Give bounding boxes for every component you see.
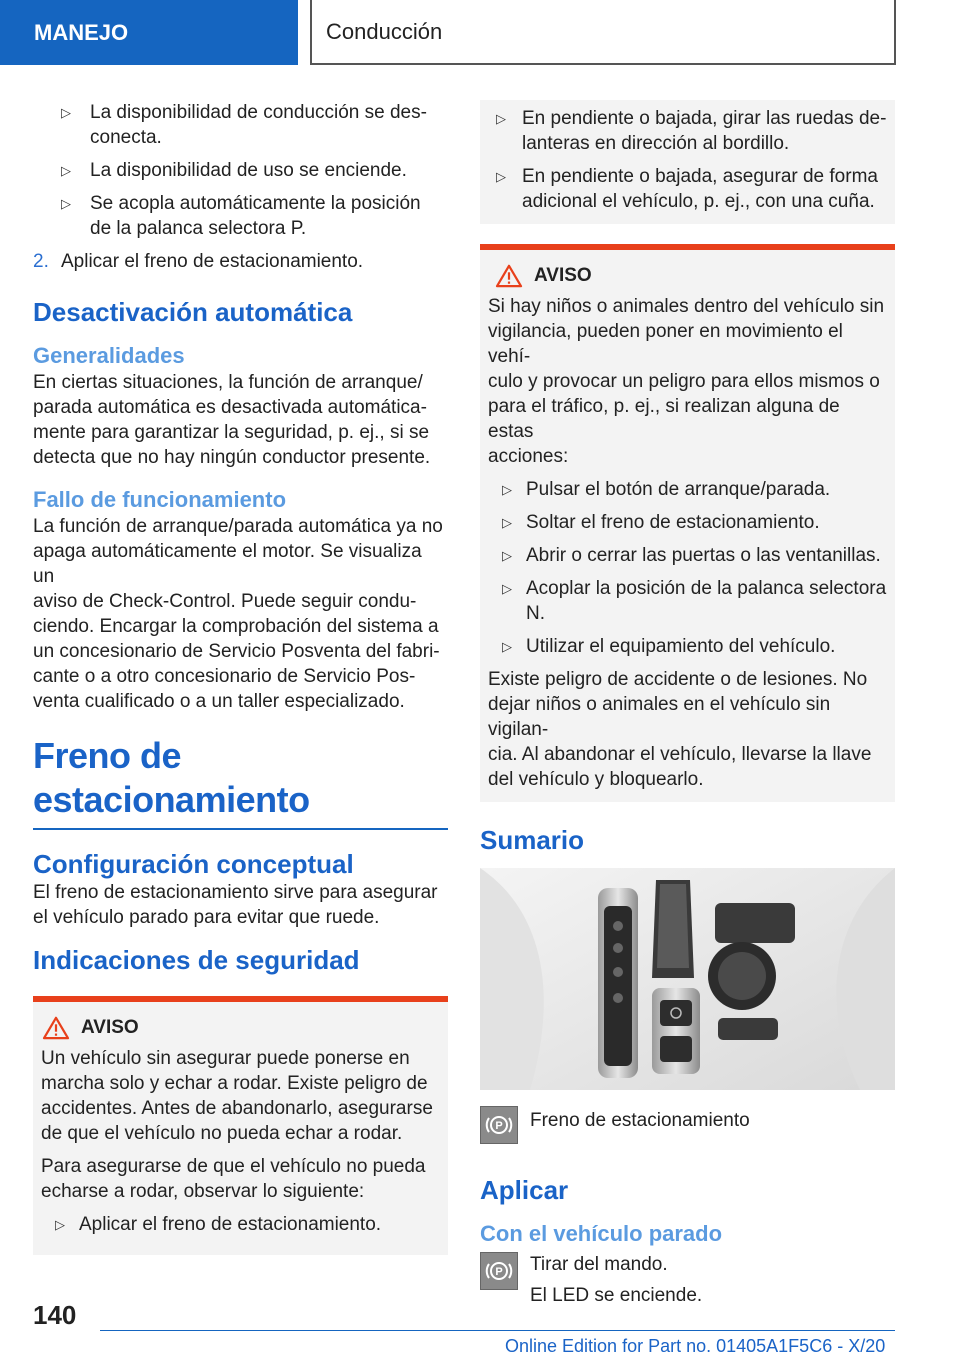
list-item-text: Soltar el freno de estacionamiento. <box>526 512 820 533</box>
warning-label: AVISO <box>81 1017 139 1038</box>
warning-header <box>41 1016 440 1040</box>
center-console-illustration <box>480 868 895 1090</box>
instruction-text <box>530 1252 702 1308</box>
warning-paragraph: Para asegurarse de que el vehículo no pueda echarse a rodar, observar lo siguiente: <box>41 1156 426 1202</box>
list-item-text: Aplicar el freno de estacionamiento. <box>79 1214 382 1235</box>
warning-header <box>494 264 887 288</box>
triangle-bullet-icon: ▷ <box>502 639 512 654</box>
list-item <box>33 158 448 183</box>
heading-configuracion: Configuración conceptual <box>33 849 354 879</box>
triangle-bullet-icon: ▷ <box>502 515 512 530</box>
generalidades-paragraph: En ciertas situaciones, la función de arranque/ parada automática es desactivada automática- mente para garantizar la seguridad, p. ej., si se detecta que no hay ningún conductor presente. <box>33 372 431 468</box>
triangle-bullet-icon: ▷ <box>61 163 71 178</box>
heading-freno: Freno de estacionamiento <box>33 735 310 820</box>
warning-triangle-icon <box>41 1016 71 1040</box>
warning-box <box>480 244 895 802</box>
heading-indicaciones: Indicaciones de seguridad <box>33 945 360 975</box>
left-column <box>33 100 448 1255</box>
list-item-text: Se acopla automáticamente la posición de la palanca selectora P. <box>90 193 421 239</box>
section-tab: MANEJO <box>0 0 298 65</box>
heading-fallo: Fallo de funcionamiento <box>33 487 287 512</box>
triangle-bullet-icon: ▷ <box>61 196 71 211</box>
list-item <box>33 100 448 150</box>
config-paragraph: El freno de estacionamiento sirve para asegurar el vehículo parado para evitar que ruede. <box>33 882 438 928</box>
center-console-photo <box>480 868 895 1090</box>
list-item-text: Utilizar el equipamiento del vehículo. <box>526 636 836 657</box>
triangle-bullet-icon: ▷ <box>55 1217 65 1232</box>
svg-text:P: P <box>495 1120 503 1132</box>
right-column <box>480 100 895 1308</box>
triangle-bullet-icon: ▷ <box>496 111 506 126</box>
instruction-line: Tirar del mando. <box>530 1254 668 1275</box>
list-item-text: La disponibilidad de uso se enciende. <box>90 160 407 181</box>
list-item <box>41 1212 440 1237</box>
edition-note: Online Edition for Part no. 01405A1F5C6 - X/20 <box>505 1336 886 1356</box>
triangle-bullet-icon: ▷ <box>496 169 506 184</box>
list-item-text: Pulsar el botón de arranque/parada. <box>526 479 831 500</box>
step-number: 2. <box>33 251 49 272</box>
chapter-title: Conducción <box>310 0 896 65</box>
triangle-bullet-icon: ▷ <box>502 548 512 563</box>
list-item <box>488 576 887 626</box>
list-item <box>488 510 887 535</box>
warning-paragraph: Existe peligro de accidente o de lesiones. No dejar niños o animales en el vehículo sin vigilan- cia. Al abandonar el vehículo, llevarse la llave del vehículo y bloquearlo. <box>488 669 872 790</box>
instruction-line: El LED se enciende. <box>530 1285 703 1306</box>
instruction-row <box>480 1252 895 1308</box>
triangle-bullet-icon: ▷ <box>502 581 512 596</box>
list-item-text: En pendiente o bajada, asegurar de forma adicional el vehículo, p. ej., con una cuña. <box>522 166 878 212</box>
continued-list <box>480 100 895 224</box>
triangle-bullet-icon: ▷ <box>61 105 71 120</box>
heading-sumario: Sumario <box>480 825 585 855</box>
warning-triangle-icon <box>494 264 524 288</box>
list-item <box>488 477 887 502</box>
warning-paragraph: Si hay niños o animales dentro del vehículo sin vigilancia, pueden poner en movimiento el vehí- culo y provocar un peligro para ellos mismos o para el tráfico, p. ej., si realizan alguna de estas acciones: <box>488 296 885 467</box>
footer-divider <box>100 1330 895 1331</box>
list-item <box>488 543 887 568</box>
list-item <box>480 164 887 214</box>
list-item-text: Abrir o cerrar las puertas o las ventanillas. <box>526 545 881 566</box>
heading-vehiculo-parado: Con el vehículo parado <box>480 1221 723 1246</box>
legend-row <box>480 1106 895 1144</box>
warning-paragraph: Un vehículo sin asegurar puede ponerse en marcha solo y echar a rodar. Existe peligro de accidentes. Antes de abandonarlo, asegurarse de que el vehículo no pueda echar a rodar. <box>41 1048 433 1144</box>
warning-box <box>33 996 448 1255</box>
parking-brake-icon <box>480 1252 518 1290</box>
heading-generalidades: Generalidades <box>33 343 185 368</box>
parking-brake-icon <box>480 1106 518 1144</box>
fallo-paragraph: La función de arranque/parada automática ya no apaga automáticamente el motor. Se visualiza un aviso de Check-Control. Puede seguir condu- ciendo. Encargar la comprobación del sistema a un concesionario de Servicio Posventa del fabri- cante o a otro concesionario de Servicio Pos- venta cualificado o a un taller especializado. <box>33 516 443 712</box>
triangle-bullet-icon: ▷ <box>502 482 512 497</box>
list-item-text: En pendiente o bajada, girar las ruedas de- lanteras en dirección al bordillo. <box>522 108 887 154</box>
legend-caption: Freno de estacionamiento <box>530 1110 750 1131</box>
list-item <box>33 191 448 241</box>
list-item <box>488 634 887 659</box>
numbered-step <box>33 249 448 274</box>
heading-desactivacion: Desactivación automática <box>33 297 353 327</box>
page-number: 140 <box>33 1300 77 1330</box>
heading-aplicar: Aplicar <box>480 1175 569 1205</box>
step-text: Aplicar el freno de estacionamiento. <box>61 251 364 272</box>
list-item-text: Acoplar la posición de la palanca selectora N. <box>526 578 887 624</box>
list-item <box>480 106 887 156</box>
warning-label: AVISO <box>534 265 592 286</box>
svg-text:P: P <box>495 1266 503 1278</box>
list-item-text: La disponibilidad de conducción se des- conecta. <box>90 102 427 148</box>
